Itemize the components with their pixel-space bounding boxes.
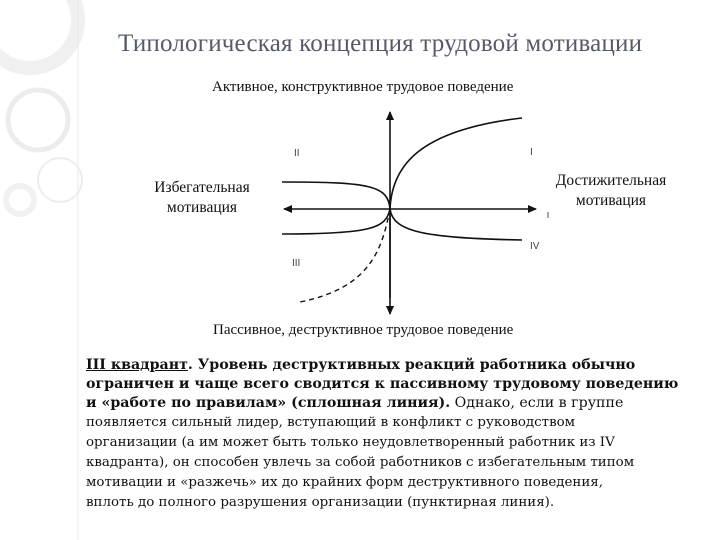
text-line-3: и «работе по правилам» (сплошная линия). Однако, если в группе <box>86 395 624 411</box>
quadrant-IV-label: IV <box>530 241 540 252</box>
quadrant-I-label: I <box>530 147 533 158</box>
text-line-6: квадранта), он способен увлечь за собой работников с избегательным типом <box>86 455 635 470</box>
text-line-8: вплоть до полного разрушения организации (пунктирная линия). <box>86 495 555 510</box>
explanation-text <box>86 356 714 513</box>
left-label-line1: Избегательная <box>154 179 250 196</box>
curve-quadrant-III <box>282 209 390 234</box>
text-line-5: организации (а им может быть только неудовлетворенный работник из IV <box>86 435 615 450</box>
quadrant-heading: III квадрант <box>86 357 188 373</box>
bottom-axis-label: Пассивное, деструктивное трудовое поведение <box>213 322 514 338</box>
quadrant-III-label: III <box>292 258 301 269</box>
page-title: Типологическая концепция трудовой мотивации <box>118 30 643 57</box>
quadrant-II-label: II <box>294 148 300 159</box>
curve-quadrant-IV <box>390 209 522 240</box>
curve-quadrant-I <box>390 118 522 209</box>
text-line-7: мотивации и «разжечь» их до крайних форм деструктивного поведения, <box>86 475 603 490</box>
dashed-curve-quadrant-III <box>300 209 390 302</box>
text-line-4: появляется сильный лидер, вступающий в конфликт с руководством <box>86 415 576 430</box>
curve-quadrant-II <box>282 182 390 209</box>
right-label-line2: мотивация <box>575 192 647 209</box>
left-label-line2: мотивация <box>166 199 238 216</box>
top-axis-label: Активное, конструктивное трудовое поведение <box>212 79 514 95</box>
text-line-2: ограничен и чаще всего сводится к пассивному трудовому поведению <box>86 376 679 392</box>
right-label-line1: Достижительная <box>555 172 667 189</box>
text-line-1: III квадрант. Уровень деструктивных реакций работника обычно <box>86 357 636 373</box>
